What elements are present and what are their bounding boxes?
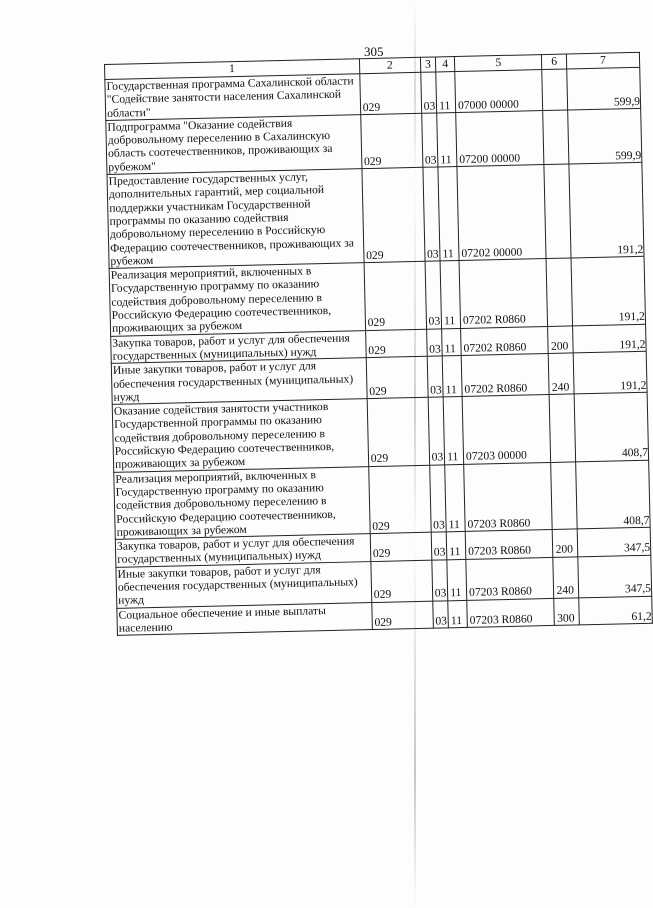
row-section: 03: [420, 72, 436, 113]
row-target-code: 07203 00000: [462, 395, 551, 464]
row-amount: 191,2: [573, 352, 647, 395]
row-admin-code: 029: [364, 261, 426, 330]
row-section: 03: [423, 167, 441, 261]
table-body: [105, 67, 652, 635]
row-name: Оказание содействия занятости участников Государственной программы по оказанию содействия добровольному переселению в Российскую Федерацию соотечественников, проживающих за рубежом: [112, 399, 368, 472]
row-expense-type: 240: [549, 353, 574, 394]
row-expense-type: 200: [553, 529, 578, 557]
row-name: Закупка товаров, работ и услуг для обеспечения государственных (муниципальных) нужд: [115, 534, 370, 567]
header-col-7: 7: [566, 52, 639, 69]
row-admin-code: 029: [362, 167, 425, 262]
row-name: Иные закупки товаров, работ и услуг для обеспечения государственных (муниципальных) нужд: [116, 561, 372, 608]
row-subsection: 11: [437, 112, 457, 167]
row-section: 03: [421, 113, 438, 168]
row-amount: 191,2: [572, 324, 646, 353]
header-col-5: 5: [454, 55, 542, 72]
row-expense-type: 300: [554, 597, 579, 625]
row-target-code: 07203 R0860: [467, 598, 555, 628]
row-section: 03: [431, 532, 447, 560]
row-expense-type: [551, 462, 577, 530]
row-name: Реализация мероприятий, включенных в Государственную программу по оказанию содействия добровольному переселению в Российскую Федерацию соотечественников, проживающих за рубежом: [114, 466, 370, 539]
row-section: 03: [432, 600, 448, 628]
table-row: [107, 162, 644, 268]
row-name: Подпрограмма "Оказание содействия добровольному переселению в Сахалинскую область соотечественников, проживающих за рубежом": [106, 115, 362, 175]
row-name: Иные закупки товаров, работ и услуг для обеспечения государственных (муниципальных) нужд: [111, 358, 367, 405]
header-col-3: 3: [420, 57, 436, 72]
row-target-code: 07203 R0860: [464, 462, 553, 531]
row-amount: 347,5: [577, 527, 651, 556]
row-target-code: 07200 00000: [456, 110, 545, 166]
row-subsection: 11: [446, 532, 465, 560]
row-name: Государственная программа Сахалинской области "Содействие занятости населения Сахалинской области": [105, 74, 361, 121]
page-number: 305: [364, 44, 384, 59]
row-subsection: 11: [445, 464, 465, 532]
row-section: 03: [429, 464, 446, 532]
row-amount: 191,2: [571, 256, 646, 325]
row-subsection: 11: [442, 356, 462, 397]
row-amount: 599,9: [568, 108, 642, 164]
row-subsection: 11: [436, 72, 456, 113]
row-section: 03: [427, 356, 443, 397]
budget-table-container: [104, 52, 653, 636]
row-name: Социальное обеспечение и иные выплаты населению: [117, 602, 372, 635]
row-expense-type: 240: [553, 557, 578, 598]
row-section: 03: [426, 329, 442, 357]
row-target-code: 07000 00000: [455, 70, 543, 113]
row-admin-code: 029: [360, 113, 422, 169]
row-amount: 408,7: [574, 392, 649, 461]
row-admin-code: 029: [365, 329, 427, 358]
row-expense-type: 200: [548, 326, 573, 354]
row-amount: 347,5: [578, 555, 652, 598]
row-subsection: 11: [443, 397, 463, 465]
row-target-code: 07202 R0860: [461, 354, 549, 397]
row-expense-type: [547, 258, 573, 326]
row-admin-code: 029: [370, 532, 432, 561]
row-admin-code: 029: [367, 397, 429, 466]
row-expense-type: [544, 164, 570, 259]
header-col-4: 4: [436, 57, 455, 72]
row-subsection: 11: [442, 328, 461, 356]
row-admin-code: 029: [368, 465, 430, 534]
row-name: Предоставление государственных услуг, дополнительных гарантий, мер социальной поддержки участникам Государственной программы по оказанию содействия добровольному переселению в Российскую Федерацию соотечественников, проживающих за рубежом: [107, 169, 364, 269]
header-col-2: 2: [359, 57, 420, 73]
row-name: Реализация мероприятий, включенных в Государственную программу по оказанию содействия добровольному переселению в Российскую Федерацию соотечественников, проживающих за рубежом: [109, 263, 365, 336]
row-admin-code: 029: [366, 356, 428, 398]
row-admin-code: 029: [371, 560, 433, 602]
row-amount: 61,2: [579, 596, 653, 625]
row-name: Закупка товаров, работ и услуг для обеспечения государственных (муниципальных) нужд: [111, 330, 366, 363]
budget-table: [104, 52, 653, 636]
row-amount: 599,9: [567, 67, 641, 110]
row-section: 03: [431, 560, 447, 601]
row-target-code: 07202 R0860: [459, 259, 548, 328]
row-target-code: 07203 R0860: [466, 557, 554, 600]
table-row: [114, 460, 650, 540]
row-admin-code: 029: [360, 72, 422, 114]
table-row: [112, 392, 648, 472]
row-amount: 408,7: [575, 460, 650, 529]
row-target-code: 07203 R0860: [465, 530, 553, 560]
row-subsection: 11: [438, 167, 459, 261]
row-subsection: 11: [448, 600, 467, 628]
row-admin-code: 029: [372, 601, 434, 630]
row-expense-type: [550, 394, 576, 462]
row-subsection: 11: [447, 559, 467, 600]
header-col-1: 1: [105, 59, 360, 80]
row-target-code: 07202 R0860: [461, 326, 549, 356]
row-subsection: 11: [440, 261, 460, 329]
row-expense-type: [543, 110, 569, 165]
table-row: [109, 256, 645, 336]
header-col-6: 6: [542, 54, 567, 70]
row-target-code: 07202 00000: [457, 165, 547, 261]
row-section: 03: [425, 261, 442, 329]
row-amount: 191,2: [569, 162, 644, 258]
row-expense-type: [542, 69, 567, 110]
row-section: 03: [428, 397, 445, 465]
